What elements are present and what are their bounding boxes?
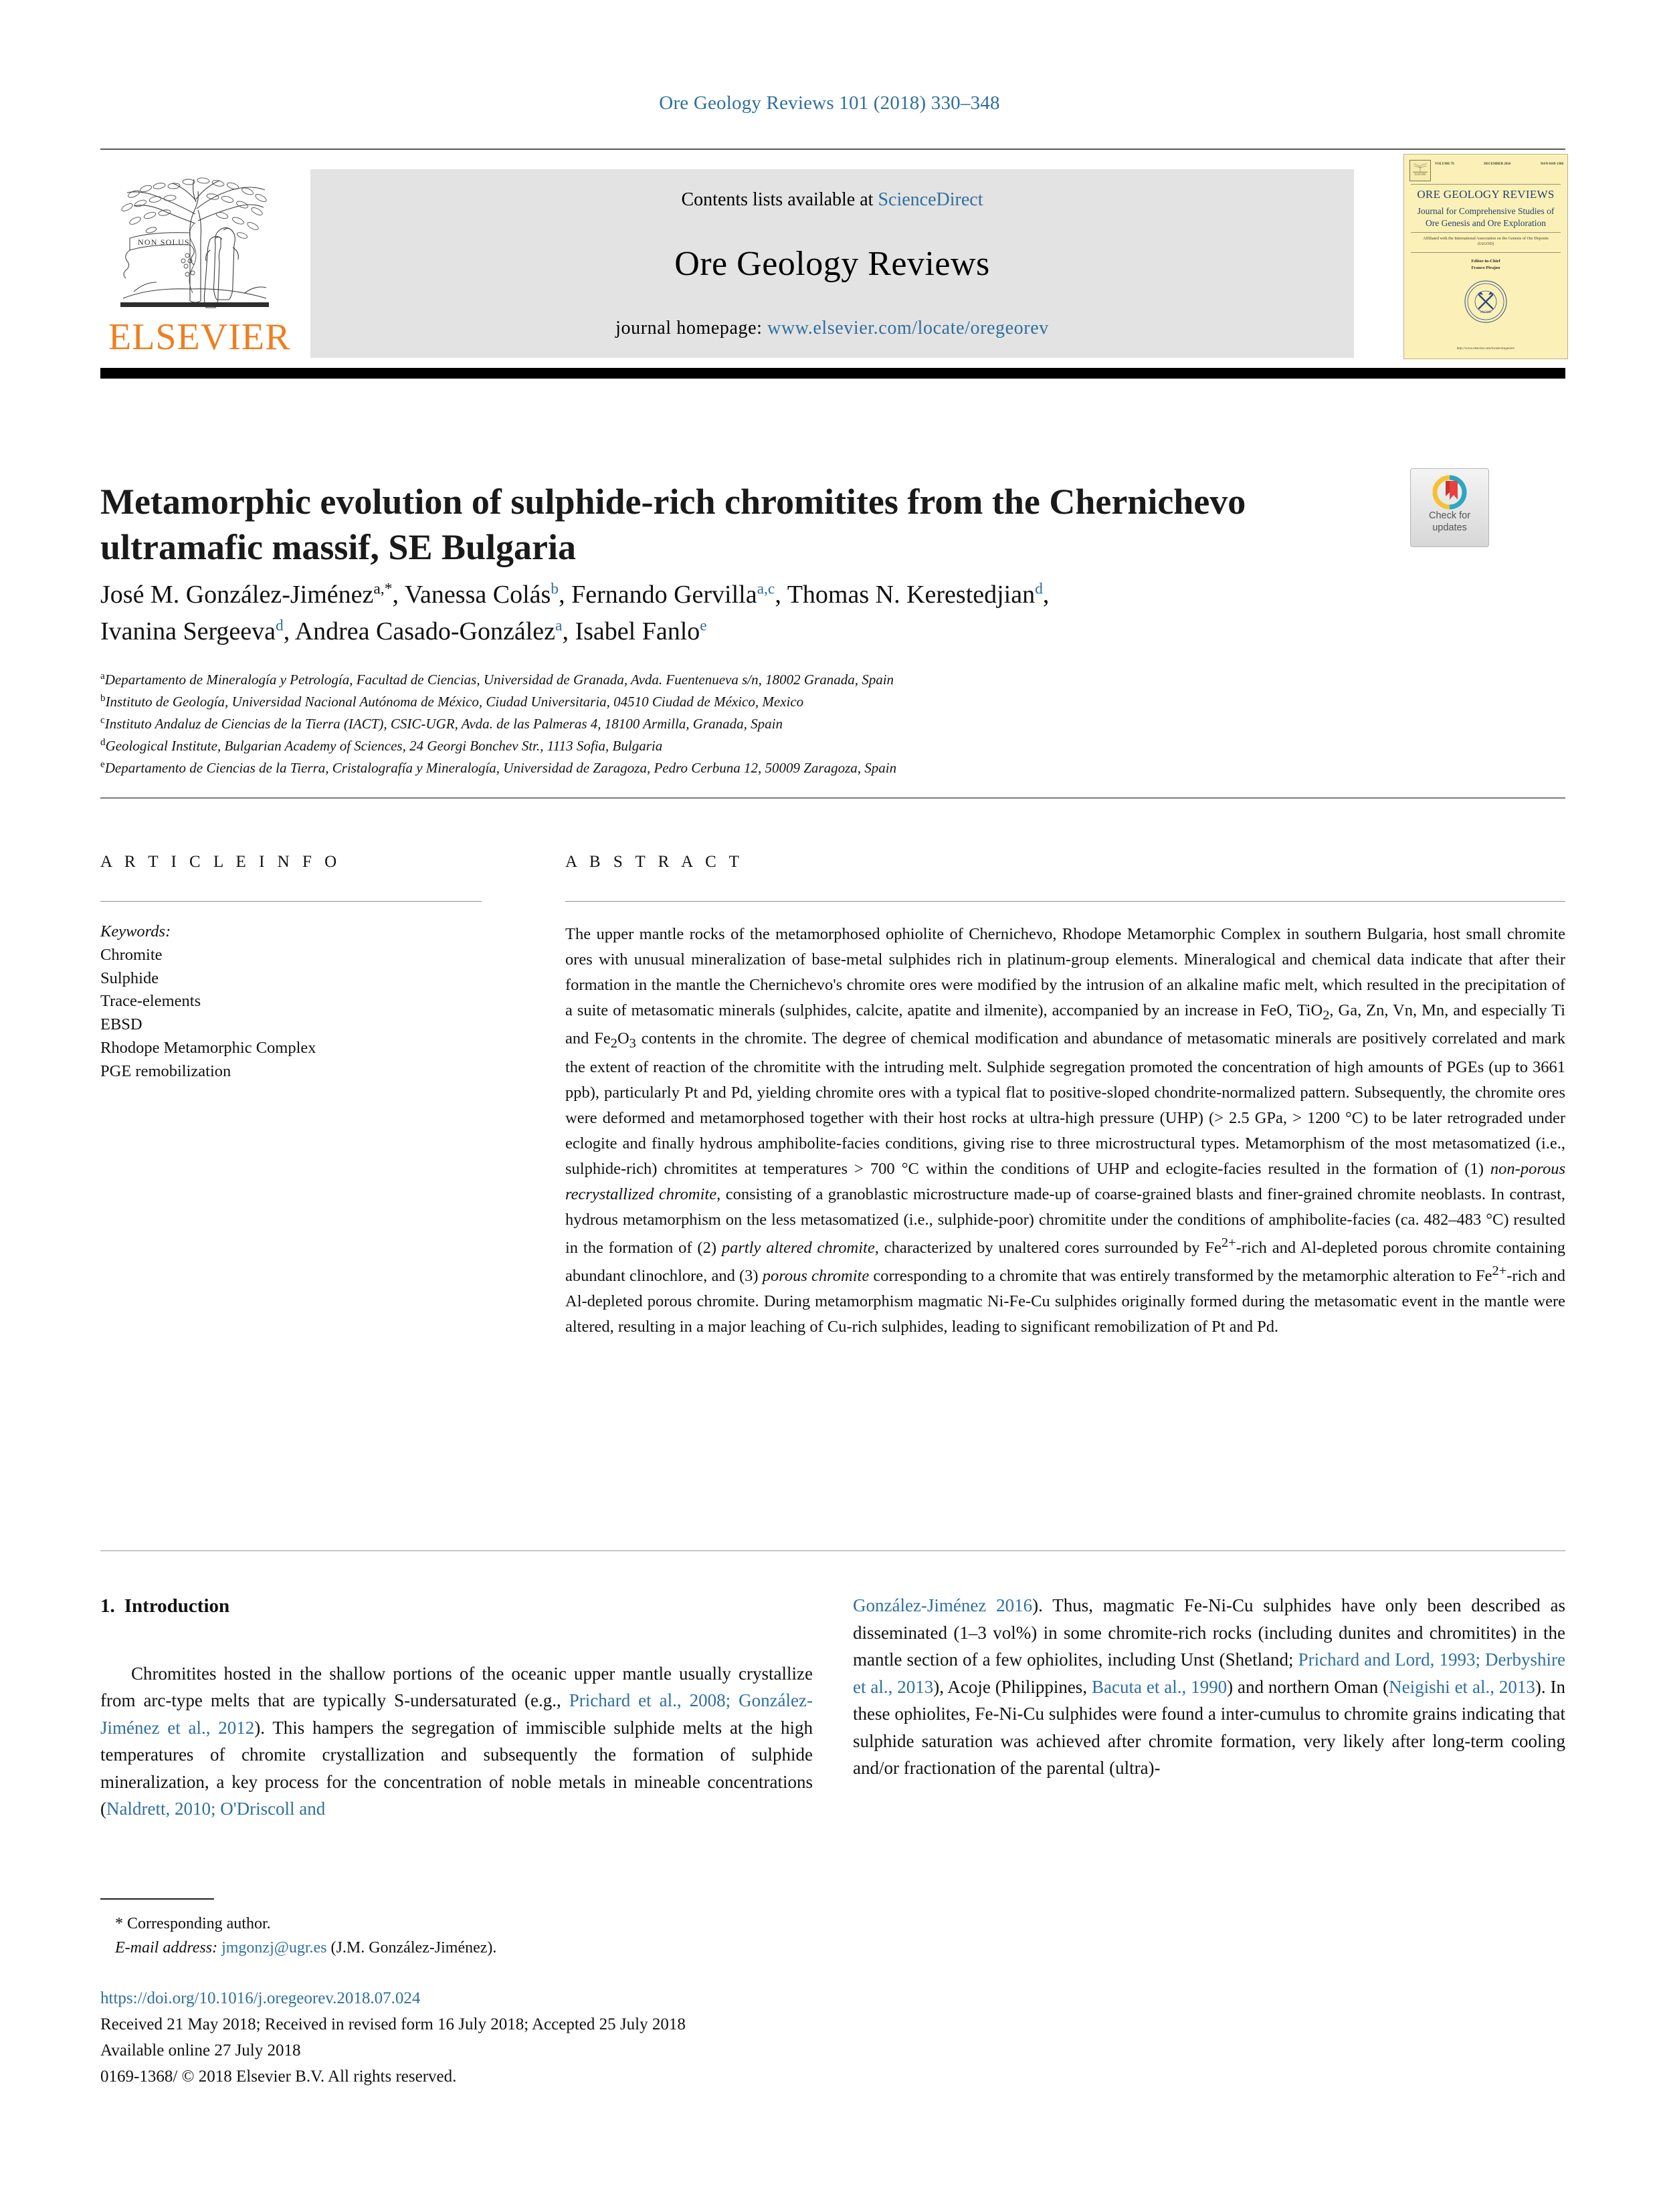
sciencedirect-link[interactable]: ScienceDirect <box>878 189 983 210</box>
cover-tree-icon <box>1411 161 1430 173</box>
keyword-item: EBSD <box>100 1015 142 1034</box>
keyword-item: Chromite <box>100 945 163 964</box>
affiliation-mark: d <box>100 736 106 748</box>
crossmark-line2: updates <box>1432 522 1467 533</box>
abstract-heading: A B S T R A C T <box>565 853 744 871</box>
email-owner: (J.M. González-Jiménez). <box>330 1939 497 1957</box>
cover-rule-top <box>1411 184 1561 185</box>
section-heading-introduction <box>100 1592 813 1621</box>
affiliation-item <box>100 713 1438 735</box>
affiliation-item <box>100 691 1438 713</box>
cover-editor <box>1404 258 1567 271</box>
journal-banner <box>310 169 1354 358</box>
keyword-item: Trace-elements <box>100 992 201 1011</box>
author-marks: d <box>276 617 284 635</box>
contents-available-text: Contents lists available at <box>681 189 874 210</box>
copyright-line: 0169-1368/ © 2018 Elsevier B.V. All rights reserved. <box>100 2068 457 2086</box>
elsevier-logo <box>102 159 289 357</box>
author-marks: a,* <box>373 580 393 598</box>
corresponding-author-note: * Corresponding author. <box>115 1915 271 1932</box>
introduction-paragraph-left: Chromitites hosted in the shallow portions of the oceanic upper mantle usually crystallize from arc-type melts that are typically S-undersaturated (e.g., Prichard et al., 2008; González-Jiménez et al., 2012). This hampers the segregation of immiscible sulphide melts at the high temperatures of chromite crystallization and subsequently the formation of sulphide mineralization, a key process for the concentration of noble metals in mineable concentrations (Naldrett, 2010; O'Driscoll and <box>100 1663 813 1819</box>
cover-affiliation <box>1413 236 1558 247</box>
affiliation-text: Instituto Andaluz de Ciencias de la Tierra (IACT), CSIC-UGR, Avda. de las Palmeras 4, 18100 Armilla, Granada, Spain <box>104 715 783 732</box>
cover-elsevier-logo <box>1409 160 1431 181</box>
introduction-left-column <box>100 1592 813 1823</box>
author-name: José M. González-Jiménez <box>100 581 374 609</box>
affiliation-item <box>100 735 1438 757</box>
author-name: Vanessa Colás <box>404 581 551 609</box>
author-name: Fernando Gervilla <box>571 581 757 609</box>
email-link[interactable]: jmgonzj@ugr.es <box>221 1939 327 1957</box>
abstract-bottom-rule <box>100 1550 1565 1551</box>
keywords-label: Keywords: <box>100 922 171 940</box>
author-name: Isabel Fanlo <box>575 617 700 646</box>
affiliation-item <box>100 757 1438 779</box>
cover-affiliation-line2: (IAGOD) <box>1477 241 1494 247</box>
cover-subtitle-line1: Journal for Comprehensive Studies of <box>1417 206 1555 216</box>
keyword-item: Rhodope Metamorphic Complex <box>100 1038 316 1057</box>
cover-url: http://www.elsevier.com/locate/oregeorev <box>1456 346 1515 350</box>
cover-volume: VOLUME 79 <box>1435 163 1454 166</box>
affiliation-text: Departamento de Mineralogía y Petrología, Facultad de Ciencias, Universidad de Granada, Avda. Fuentenueva s/n, 18002 Granada, Spain <box>104 672 894 688</box>
affiliation-mark: a <box>100 671 105 682</box>
cover-rule-low <box>1411 252 1561 253</box>
available-online: Available online 27 July 2018 <box>100 2041 301 2059</box>
iagod-seal-icon <box>1463 279 1508 324</box>
cover-subtitle-line2: Ore Genesis and Ore Exploration <box>1426 217 1546 228</box>
section-title: Introduction <box>124 1595 230 1617</box>
crossmark-line1: Check for <box>1428 510 1471 521</box>
affiliation-mark: b <box>100 692 106 704</box>
affiliation-text: Instituto de Geología, Universidad Nacional Autónoma de México, Ciudad Universitaria, 04510 Ciudad de México, Mexico <box>105 693 804 710</box>
affiliation-text: Departamento de Ciencias de la Tierra, Cristalografía y Mineralogía, Universidad de Zaragoza, Pedro Cerbuna 12, 50009 Zaragoza, Spain <box>104 759 897 776</box>
keywords-block <box>100 920 515 1083</box>
section-number: 1. <box>100 1595 115 1617</box>
cover-issn: ISSN 0169-1368 <box>1540 163 1563 166</box>
abstract-text: The upper mantle rocks of the metamorphosed ophiolite of Chernichevo, Rhodope Metamorphic Complex in southern Bulgaria, host small chromite ores with unusual mineralization of base-metal sulphides rich in platinum-group elements. Mineralogical and chemical data indicate that after their formation in the mantle the Chernichevo's chromite ores were modified by the intrusion of an alkaline mafic melt, which resulted in the precipitation of a suite of metasomatic minerals (sulphides, calcite, apatite and ilmenite), accompanied by an increase in FeO, TiO$_2$, Ga, Zn, Vn, Mn, and especially Ti and $Fe_2O_3$ contents in the chromite. The degree of chemical modification and abundance of metasomatic minerals are positively correlated and mark the extent of reaction of the chromitite with the intruding melt. Sulphide segregation promoted the concentration of high amounts of PGEs (up to 3661 ppb), particularly Pt and Pd, yielding chromite ores with a typical flat to positive-sloped chondrite-normalized pattern. Subsequently, the chromite ores were deformed and metamorphosed together with their host rocks at ultra-high pressure (UHP) (> 2.5 GPa, > 1200 °C) to be later retrograded under eclogite and finally hydrous amphibolite-facies conditions, giving rise to three microstructural types. Metamorphism of the most metasomatized (i.e., sulphide-rich) chromitites at temperatures > 700 °C within the conditions of UHP and eclogite-facies resulted in the formation of (1) non-porous recrystallized chromite, consisting of a granoblastic microstructure made-up of coarse-grained blasts and finer-grained chromite neoblasts. In contrast, hydrous metamorphism on the less metasomatized (i.e., sulphide-poor) chromitite under the conditions of amphibolite-facies (ca. 482–483 °C) resulted in the formation of (2) partly altered chromite, characterized by unaltered cores surrounded by $Fe^{2+}$-rich and Al-depleted porous chromite containing abundant clinochlore, and (3) porous chromite corresponding to a chromite that was entirely transformed by the metamorphic alteration to $Fe^{2+}$-rich and Al-depleted porous chromite. During metamorphism magmatic Ni-Fe-Cu sulphides originally formed during the metasomatic event in the mantle were altered, resulting in a major leaching of Cu-rich sulphides, leading to significant remobilization of Pt and Pd. <box>565 925 1566 1336</box>
page-title: Metamorphic evolution of sulphide-rich chromitites from the Chernichevo ultramafic massif, SE Bulgaria <box>100 482 1246 568</box>
iagod-seal-text: IAGOD <box>1480 311 1492 314</box>
author-marks: b <box>551 580 559 598</box>
abstract-rule <box>565 901 1565 902</box>
cover-title: ORE GEOLOGY REVIEWS <box>1417 188 1555 201</box>
elsevier-tree-icon <box>111 159 278 318</box>
affiliation-list <box>100 669 1438 779</box>
homepage-label: journal homepage: <box>615 318 763 338</box>
crossmark-badge[interactable] <box>1410 468 1489 547</box>
keyword-item: Sulphide <box>100 969 159 987</box>
introduction-paragraph-right: González-Jiménez 2016). Thus, magmatic Fe-Ni-Cu sulphides have only been described as disseminated (1–3 vol%) in some chromite-rich rocks (including dunites and chromitites) in the mantle section of a few ophiolites, including Unst (Shetland; Prichard and Lord, 1993; Derbyshire et al., 2013), Acoje (Philippines, Bacuta et al., 1990) and northern Oman (Neigishi et al., 2013). In these ophiolites, Fe-Ni-Cu sulphides were found a inter-cumulus to chromite grains indicating that sulphide saturation was achieved after chromite formation, very likely after long-term cooling and/or fractionation of the parental (ultra)- <box>853 1595 1566 1778</box>
keyword-item: PGE remobilization <box>100 1062 231 1080</box>
doi-link[interactable]: https://doi.org/10.1016/j.oregeorev.2018.07.024 <box>100 1989 421 2007</box>
footer-block <box>100 1985 1037 2090</box>
author-list: José M. González-Jiménez$^{a,*}$, Vanessa Colás$^b$, Fernando Gervilla$^{a,c}$, Thomas N. Kerestedjian$^d$, Ivanina Sergeeva$^d$, Andrea Casado-González$^a$, Isabel Fanlo$^e$ <box>100 580 1050 646</box>
author-marks: a,c <box>757 580 775 598</box>
cover-affiliation-line1: Affiliated with the International Association on the Genesis of Ore Deposits <box>1423 236 1549 241</box>
email-label: E-mail address: <box>115 1939 218 1957</box>
running-head: Ore Geology Reviews 101 (2018) 330–348 <box>659 92 1000 114</box>
affiliation-item <box>100 669 1438 691</box>
cover-metadata <box>1435 163 1563 166</box>
cover-date: DECEMBER 2016 <box>1484 163 1511 166</box>
crossmark-label <box>1411 510 1488 534</box>
cover-subtitle <box>1409 205 1562 229</box>
masthead-black-bar <box>100 368 1565 379</box>
footnote-block <box>100 1912 836 1960</box>
author-marks: a <box>555 617 563 635</box>
elsevier-wordmark: ELSEVIER <box>108 316 291 358</box>
affiliation-text: Geological Institute, Bulgarian Academy of Sciences, 24 Georgi Bonchev Str., 1113 Sofia, Bulgaria <box>105 737 663 754</box>
footnote-separator <box>100 1898 214 1900</box>
crossmark-ring-icon <box>1432 475 1467 510</box>
contents-available-line <box>310 189 1354 211</box>
author-name: Thomas N. Kerestedjian <box>787 581 1036 609</box>
journal-title: Ore Geology Reviews <box>674 245 990 283</box>
email-line <box>100 1936 836 1960</box>
cover-elsevier-text: ELSEVIER <box>1414 173 1426 176</box>
cover-rule-mid <box>1411 232 1561 233</box>
abstract-column <box>565 853 1565 1340</box>
author-marks: e <box>700 617 707 635</box>
introduction-right-column <box>853 1592 1565 1782</box>
cover-top-row <box>1408 160 1563 183</box>
cover-editor-label: Editor-in-Chief <box>1471 259 1500 264</box>
journal-cover-thumbnail <box>1403 154 1568 359</box>
non-solus-motto: NON SOLUS <box>138 237 190 247</box>
article-info-top-rule <box>100 797 1565 799</box>
article-info-rule <box>100 901 482 902</box>
article-info-column <box>100 853 515 1083</box>
affiliation-mark: c <box>100 714 105 726</box>
journal-homepage-line <box>310 318 1354 339</box>
received-dates: Received 21 May 2018; Received in revised form 16 July 2018; Accepted 25 July 2018 <box>100 2015 686 2033</box>
cover-editor-name: Franco Pirajno <box>1471 265 1500 270</box>
homepage-link[interactable]: www.elsevier.com/locate/oregeorev <box>767 318 1049 338</box>
author-name: Ivanina Sergeeva <box>100 617 276 646</box>
article-info-heading: A R T I C L E I N F O <box>100 853 341 871</box>
author-marks: d <box>1035 580 1043 598</box>
masthead-top-rule <box>100 148 1565 150</box>
affiliation-mark: e <box>100 759 105 770</box>
author-name: Andrea Casado-González <box>294 617 556 646</box>
